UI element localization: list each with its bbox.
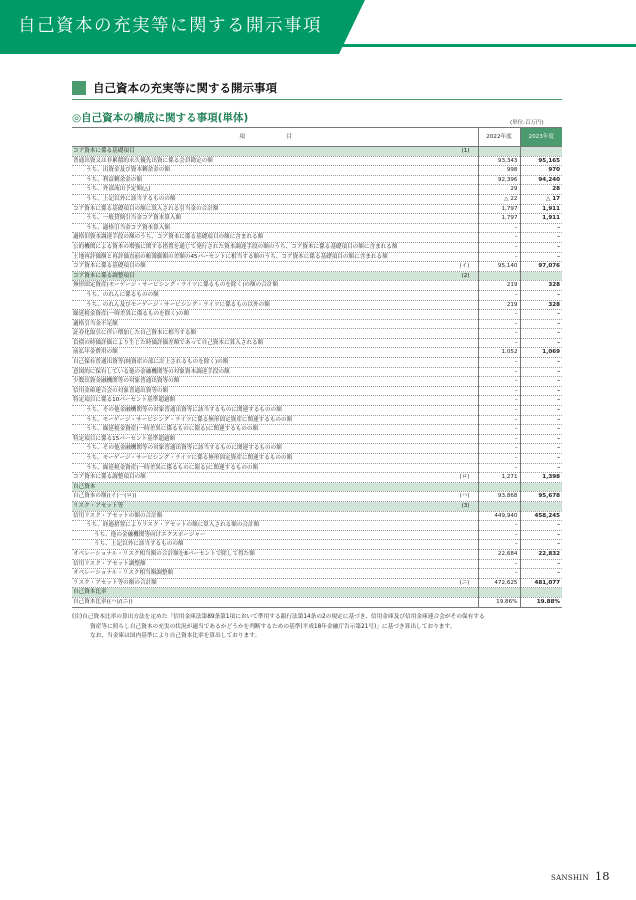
row-label-cell bbox=[72, 194, 478, 204]
table-row bbox=[72, 204, 562, 214]
value-2023: 328 bbox=[520, 300, 562, 310]
value-2023: – bbox=[520, 406, 562, 416]
value-2022: – bbox=[478, 569, 520, 579]
value-2022: – bbox=[478, 329, 520, 339]
table-row bbox=[72, 473, 562, 483]
section-title: 自己資本の充実等に関する開示事項 bbox=[93, 81, 277, 95]
value-2023: – bbox=[520, 444, 562, 454]
row-label: 特定項目に係る15パーセント基準超過額 bbox=[73, 435, 176, 442]
value-2023: 481,077 bbox=[520, 578, 562, 588]
table-row bbox=[72, 559, 562, 569]
value-2023: – bbox=[520, 290, 562, 300]
table-row bbox=[72, 530, 562, 540]
row-label-cell bbox=[72, 415, 478, 425]
row-label: うち、上記以外に該当するものの額 bbox=[94, 541, 184, 548]
value-2023: 328 bbox=[520, 281, 562, 291]
value-2023 bbox=[520, 588, 562, 598]
row-label-cell bbox=[72, 473, 478, 483]
row-label-cell bbox=[72, 271, 478, 281]
table-row bbox=[72, 406, 562, 416]
value-2023: 1,911 bbox=[520, 214, 562, 224]
value-2022: 1,797 bbox=[478, 214, 520, 224]
banner-title: 自己資本の充実等に関する開示事項 bbox=[18, 16, 322, 36]
value-2022: – bbox=[478, 434, 520, 444]
value-2022 bbox=[478, 147, 520, 157]
row-label: うち、その他金融機関等の対象普通出資等に該当するものに関連するものの額 bbox=[86, 445, 282, 452]
row-label: うち、利益剰余金の額 bbox=[86, 176, 142, 183]
value-2023 bbox=[520, 147, 562, 157]
value-2023: △ 17 bbox=[520, 194, 562, 204]
value-2023: – bbox=[520, 319, 562, 329]
footnote-line-1: (注)自己資本比率の算出方法を定めた「信用金庫法第89条第1項において準用する銀行法第14条の2の規定に基づき、信用金庫及び信用金庫連合会がその保有する bbox=[72, 614, 485, 620]
section-rule bbox=[72, 99, 562, 100]
value-2022 bbox=[478, 588, 520, 598]
value-2022: – bbox=[478, 386, 520, 396]
row-label-cell bbox=[72, 377, 478, 387]
table-row bbox=[72, 233, 562, 243]
table-row bbox=[72, 454, 562, 464]
table-section-row bbox=[72, 588, 562, 598]
row-label-cell bbox=[72, 300, 478, 310]
table-row bbox=[72, 166, 562, 176]
value-2023: – bbox=[520, 559, 562, 569]
row-label-cell bbox=[72, 597, 478, 607]
row-label-cell bbox=[72, 223, 478, 233]
value-2022: – bbox=[478, 396, 520, 406]
value-2022: – bbox=[478, 290, 520, 300]
value-2023: – bbox=[520, 434, 562, 444]
value-2023: – bbox=[520, 521, 562, 531]
value-2023: 95,165 bbox=[520, 156, 562, 166]
row-label: 少数出資金融機関等の対象普通出資等の額 bbox=[73, 378, 180, 385]
row-label: 信用リスク・アセットの額の合計額 bbox=[73, 512, 163, 519]
page-number: 18 bbox=[594, 869, 610, 883]
row-label-cell bbox=[72, 338, 478, 348]
table-row bbox=[72, 540, 562, 550]
value-2023: – bbox=[520, 425, 562, 435]
value-2023: – bbox=[520, 540, 562, 550]
row-label: オペレーショナル・リスク相当額の合計額を8パーセントで除して得た額 bbox=[73, 550, 255, 557]
row-label: 負債の時価評価により生じた時価評価差額であって自己資本に算入される額 bbox=[73, 339, 264, 346]
row-label-cell bbox=[72, 444, 478, 454]
value-2023: – bbox=[520, 233, 562, 243]
value-2023: – bbox=[520, 454, 562, 464]
row-label-cell bbox=[72, 252, 478, 262]
table-row bbox=[72, 578, 562, 588]
row-label-cell bbox=[72, 214, 478, 224]
row-label-cell bbox=[72, 281, 478, 291]
value-2023: – bbox=[520, 415, 562, 425]
value-2022 bbox=[478, 271, 520, 281]
value-2023 bbox=[520, 482, 562, 492]
row-label: うち、上記以外に該当するものの額 bbox=[86, 195, 176, 202]
value-2023: – bbox=[520, 386, 562, 396]
section-heading bbox=[72, 80, 277, 96]
unit-label: (単位:百万円) bbox=[510, 120, 544, 126]
value-2022: – bbox=[478, 310, 520, 320]
value-2023: 1,911 bbox=[520, 204, 562, 214]
table-row bbox=[72, 242, 562, 252]
row-marker: (2) bbox=[461, 272, 470, 279]
row-label-cell bbox=[72, 175, 478, 185]
value-2023: – bbox=[520, 569, 562, 579]
value-2022: – bbox=[478, 521, 520, 531]
row-label: コア資本に係る基礎項目の額に算入される引当金の合計額 bbox=[73, 205, 219, 212]
row-label-cell bbox=[72, 386, 478, 396]
value-2023: 95,678 bbox=[520, 492, 562, 502]
row-label-cell bbox=[72, 329, 478, 339]
value-2022: – bbox=[478, 252, 520, 262]
value-2023: 28 bbox=[520, 185, 562, 195]
table-row bbox=[72, 367, 562, 377]
value-2022: 219 bbox=[478, 281, 520, 291]
row-label-cell bbox=[72, 454, 478, 464]
row-label: 信用リスク・アセット調整額 bbox=[73, 560, 146, 567]
value-2022: 472,625 bbox=[478, 578, 520, 588]
row-label-cell bbox=[72, 262, 478, 272]
section-square-icon bbox=[72, 81, 86, 95]
value-2022: 1,271 bbox=[478, 473, 520, 483]
row-label: 繰延税金資産(一時差異に係るものを除く)の額 bbox=[73, 311, 190, 318]
row-label-cell bbox=[72, 434, 478, 444]
row-label: うち、適格引当金コア資本算入額 bbox=[86, 224, 170, 231]
row-label-cell bbox=[72, 588, 478, 598]
value-2023: – bbox=[520, 329, 562, 339]
value-2022: 1,797 bbox=[478, 204, 520, 214]
row-marker: (イ) bbox=[459, 263, 470, 270]
table-row bbox=[72, 549, 562, 559]
table-row bbox=[72, 281, 562, 291]
row-label: うち、のれんに係るものの額 bbox=[86, 291, 159, 298]
row-label-cell bbox=[72, 310, 478, 320]
row-marker: (3) bbox=[461, 502, 470, 509]
row-label: コア資本に係る基礎項目 bbox=[73, 148, 135, 154]
row-label-cell bbox=[72, 549, 478, 559]
capital-composition-table bbox=[72, 127, 562, 608]
header-2023: 2023年度 bbox=[520, 128, 562, 147]
footer-brand: SANSHIN bbox=[551, 874, 589, 882]
value-2022: – bbox=[478, 454, 520, 464]
value-2023: – bbox=[520, 367, 562, 377]
table-row bbox=[72, 185, 562, 195]
row-label: うち、繰延税金資産(一時差異に係るものに限る)に関連するものの額 bbox=[86, 464, 259, 471]
row-marker: (ニ) bbox=[459, 579, 470, 586]
table-row bbox=[72, 310, 562, 320]
value-2022: – bbox=[478, 233, 520, 243]
value-2022: 93,868 bbox=[478, 492, 520, 502]
value-2022: – bbox=[478, 415, 520, 425]
value-2022: 1,052 bbox=[478, 348, 520, 358]
row-label-cell bbox=[72, 396, 478, 406]
row-label-cell bbox=[72, 482, 478, 492]
value-2023: – bbox=[520, 377, 562, 387]
row-label: 適格旧資本調達手段の額のうち、コア資本に係る基礎項目の額に含まれる額 bbox=[73, 234, 264, 241]
table-row bbox=[72, 386, 562, 396]
footnote-line-2: 資産等に照らし自己資本の充実の状況が適当であるかどうかを判断するための基準(平成18年金融庁告示第21号)」に基づき算出しております。 bbox=[90, 623, 456, 630]
row-label: うち、出資金及び資本剰余金の額 bbox=[86, 167, 170, 174]
table-section-row bbox=[72, 482, 562, 492]
row-label: 信用金庫連合会の対象普通出資等の額 bbox=[73, 387, 169, 394]
table-row bbox=[72, 319, 562, 329]
row-label: 自己資本比率((ハ)/(ニ)) bbox=[73, 598, 133, 605]
value-2023: 97,076 bbox=[520, 262, 562, 272]
value-2022: – bbox=[478, 540, 520, 550]
value-2023: – bbox=[520, 242, 562, 252]
row-label: 自己保有普通出資等(純資産の部に計上されるものを除く)の額 bbox=[73, 359, 229, 366]
row-label: コア資本に係る基礎項目の額 bbox=[73, 263, 146, 270]
value-2022: – bbox=[478, 463, 520, 473]
value-2022: 19.86% bbox=[478, 597, 520, 607]
table-row bbox=[72, 348, 562, 358]
row-label: うち、経過措置によりリスク・アセットの額に算入される額の合計額 bbox=[86, 522, 260, 529]
value-2022: 29 bbox=[478, 185, 520, 195]
row-label-cell bbox=[72, 156, 478, 166]
value-2023: – bbox=[520, 463, 562, 473]
value-2023: – bbox=[520, 338, 562, 348]
value-2022: – bbox=[478, 338, 520, 348]
row-label-cell bbox=[72, 425, 478, 435]
row-label: 自己資本の額((イ)－(ロ)) bbox=[73, 493, 137, 500]
header-2022: 2022年度 bbox=[478, 128, 520, 147]
table-row bbox=[72, 444, 562, 454]
row-label-cell bbox=[72, 501, 478, 511]
row-label-cell bbox=[72, 530, 478, 540]
row-label: 自己資本比率 bbox=[73, 589, 107, 596]
table-header-row bbox=[72, 128, 562, 147]
row-marker: (ロ) bbox=[459, 474, 470, 481]
value-2022: – bbox=[478, 223, 520, 233]
table-row bbox=[72, 463, 562, 473]
value-2022: 219 bbox=[478, 300, 520, 310]
row-marker: (1) bbox=[461, 148, 470, 154]
value-2023: 19.88% bbox=[520, 597, 562, 607]
table-row bbox=[72, 214, 562, 224]
value-2022: 22,684 bbox=[478, 549, 520, 559]
table-section-row bbox=[72, 501, 562, 511]
value-2022: – bbox=[478, 367, 520, 377]
table-row bbox=[72, 300, 562, 310]
value-2022: 93,343 bbox=[478, 156, 520, 166]
value-2023: – bbox=[520, 358, 562, 368]
value-2023: 1,069 bbox=[520, 348, 562, 358]
value-2023: 94,240 bbox=[520, 175, 562, 185]
row-label-cell bbox=[72, 348, 478, 358]
table-row bbox=[72, 358, 562, 368]
table-row bbox=[72, 511, 562, 521]
value-2023: – bbox=[520, 396, 562, 406]
header-rule bbox=[340, 44, 636, 47]
row-label: 特定項目に係る10パーセント基準超過額 bbox=[73, 397, 176, 404]
table-row bbox=[72, 521, 562, 531]
row-label: うち、一般貸倒引当金コア資本算入額 bbox=[86, 215, 182, 222]
row-label-cell bbox=[72, 233, 478, 243]
row-label: 土地再評価額と再評価直前の帳簿価額の差額の45パーセントに相当する額のうち、コア資本に係る基礎項目の額に含まれる額 bbox=[73, 253, 388, 260]
table-row bbox=[72, 569, 562, 579]
subsection-title: ◎自己資本の構成に関する事項(単体) bbox=[72, 112, 249, 124]
table-row bbox=[72, 175, 562, 185]
value-2022: – bbox=[478, 530, 520, 540]
value-2022: 449,940 bbox=[478, 511, 520, 521]
table-row bbox=[72, 434, 562, 444]
value-2023: – bbox=[520, 310, 562, 320]
table-row bbox=[72, 415, 562, 425]
row-label: うち、その他金融機関等の対象普通出資等に該当するものに関連するものの額 bbox=[86, 407, 282, 414]
table-section-row bbox=[72, 271, 562, 281]
row-label-cell bbox=[72, 319, 478, 329]
value-2022: 998 bbox=[478, 166, 520, 176]
footnote bbox=[72, 613, 567, 642]
row-label: 普通出資又は非累積的永久優先出資に係る会員勘定の額 bbox=[73, 157, 213, 164]
table-row bbox=[72, 492, 562, 502]
row-label-cell bbox=[72, 559, 478, 569]
row-label-cell bbox=[72, 358, 478, 368]
row-label: リスク・アセット等 bbox=[73, 502, 124, 509]
table-row bbox=[72, 338, 562, 348]
header-item: 項 目 bbox=[72, 128, 478, 147]
row-label: うち、モーゲージ・サービシング・ライツに係る無形固定資産に関連するものの額 bbox=[86, 416, 293, 423]
table-row bbox=[72, 329, 562, 339]
value-2023: 1,398 bbox=[520, 473, 562, 483]
row-label: コア資本に係る調整項目 bbox=[73, 272, 135, 279]
table-section-row bbox=[72, 147, 562, 157]
value-2022: – bbox=[478, 242, 520, 252]
row-label-cell bbox=[72, 367, 478, 377]
row-label: リスク・アセット等の額の合計額 bbox=[73, 579, 157, 586]
row-label: うち、繰延税金資産(一時差異に係るものに限る)に関連するものの額 bbox=[86, 426, 259, 433]
value-2023: – bbox=[520, 223, 562, 233]
row-label: 適格引当金不足額 bbox=[73, 320, 118, 327]
row-label: うち、外部流出予定額(△) bbox=[86, 186, 151, 193]
row-label-cell bbox=[72, 166, 478, 176]
value-2023 bbox=[520, 501, 562, 511]
table-row bbox=[72, 425, 562, 435]
value-2023: 970 bbox=[520, 166, 562, 176]
page-footer bbox=[551, 865, 610, 884]
table-row bbox=[72, 252, 562, 262]
row-label: 証券化取引に伴い増加した自己資本に相当する額 bbox=[73, 330, 197, 337]
row-label-cell bbox=[72, 242, 478, 252]
row-label: 無形固定資産(モーゲージ・サービシング・ライツに係るものを除く)の額の合計額 bbox=[73, 282, 278, 289]
value-2022: – bbox=[478, 444, 520, 454]
row-label: うち、のれん及びモーゲージ・サービシング・ライツに係るもの以外の額 bbox=[86, 301, 270, 308]
row-label: オペレーショナル・リスク相当額調整額 bbox=[73, 570, 174, 577]
row-label-cell bbox=[72, 204, 478, 214]
table-row bbox=[72, 194, 562, 204]
value-2022: – bbox=[478, 559, 520, 569]
value-2022: – bbox=[478, 377, 520, 387]
row-label: コア資本に係る調整項目の額 bbox=[73, 474, 146, 481]
table-row bbox=[72, 597, 562, 607]
row-label-cell bbox=[72, 578, 478, 588]
row-label-cell bbox=[72, 569, 478, 579]
row-label: 自己資本 bbox=[73, 483, 96, 490]
row-label-cell bbox=[72, 511, 478, 521]
value-2023: – bbox=[520, 252, 562, 262]
row-marker: (ハ) bbox=[459, 493, 470, 500]
value-2023: – bbox=[520, 530, 562, 540]
value-2022: – bbox=[478, 406, 520, 416]
table-row bbox=[72, 262, 562, 272]
value-2022: – bbox=[478, 425, 520, 435]
row-label-cell bbox=[72, 290, 478, 300]
value-2023: 22,832 bbox=[520, 549, 562, 559]
value-2022: 92,396 bbox=[478, 175, 520, 185]
value-2022 bbox=[478, 501, 520, 511]
row-label: うち、他の金融機関等向けエクスポージャー bbox=[94, 531, 206, 538]
row-label-cell bbox=[72, 185, 478, 195]
value-2022: – bbox=[478, 319, 520, 329]
row-label-cell bbox=[72, 521, 478, 531]
table-row bbox=[72, 377, 562, 387]
value-2022: 95,140 bbox=[478, 262, 520, 272]
footnote-line-3: なお、当金庫は国内基準により自己資本比率を算出しております。 bbox=[90, 633, 261, 639]
row-label: 意図的に保有している他の金融機関等の対象資本調達手段の額 bbox=[73, 368, 230, 375]
row-label-cell bbox=[72, 540, 478, 550]
value-2023 bbox=[520, 271, 562, 281]
table-row bbox=[72, 156, 562, 166]
row-label: 前払年金費用の額 bbox=[73, 349, 118, 356]
table-row bbox=[72, 396, 562, 406]
value-2022 bbox=[478, 482, 520, 492]
row-label-cell bbox=[72, 406, 478, 416]
value-2022: △ 22 bbox=[478, 194, 520, 204]
row-label-cell bbox=[72, 492, 478, 502]
row-label-cell bbox=[72, 147, 478, 157]
row-label-cell bbox=[72, 463, 478, 473]
row-label: 公的機関による資本の増強に関する措置を通じて発行された資本調達手段の額のうち、コア資本に係る基礎項目の額に含まれる額 bbox=[73, 243, 398, 250]
value-2022: – bbox=[478, 358, 520, 368]
table-row bbox=[72, 290, 562, 300]
value-2023: 458,245 bbox=[520, 511, 562, 521]
row-label: うち、モーゲージ・サービシング・ライツに係る無形固定資産に関連するものの額 bbox=[86, 455, 293, 461]
table-row bbox=[72, 223, 562, 233]
